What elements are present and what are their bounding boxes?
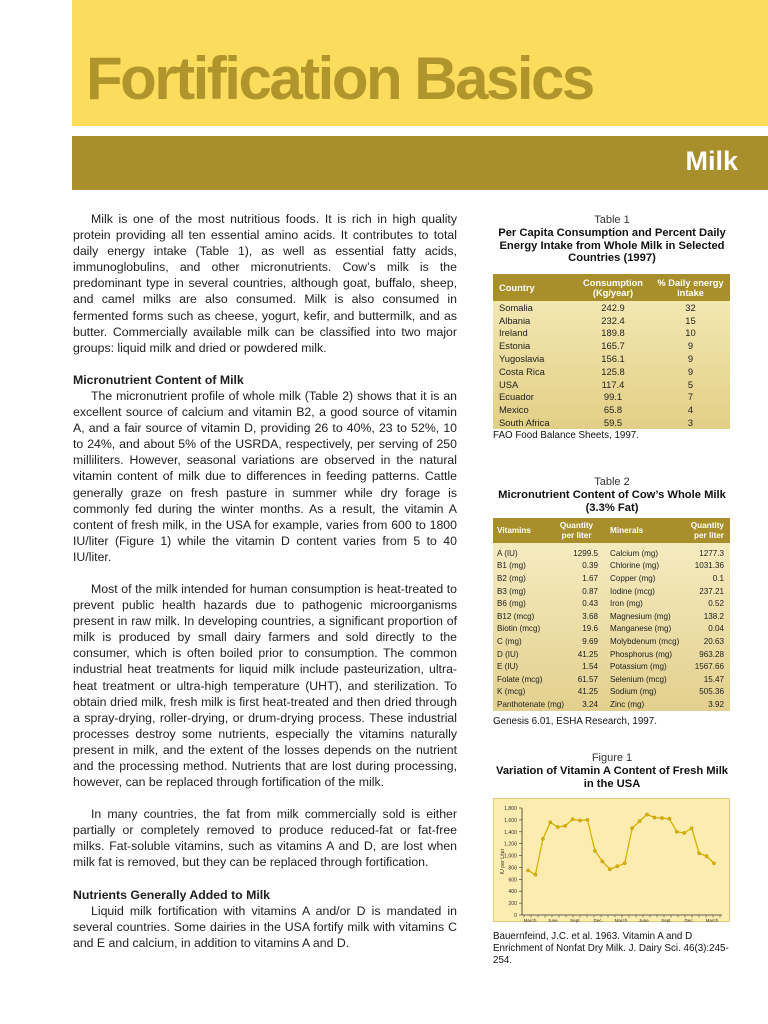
- table2-cell-vitamin-qty: 41.25: [577, 687, 598, 697]
- table2-cell-mineral: Chlorine (mg): [610, 561, 660, 571]
- table2-row: [493, 660, 730, 673]
- table2-caption-block: [493, 476, 731, 514]
- table1-header-country: Country: [499, 282, 535, 293]
- table2-cell-vitamin: Folate (mcg): [497, 674, 543, 684]
- data-point: [675, 830, 678, 833]
- figure1-label: Figure 1: [591, 752, 633, 764]
- table2-cell-mineral-qty: 0.1: [712, 573, 724, 583]
- table1-cell-consumption: 65.8: [603, 404, 623, 416]
- data-point: [534, 873, 537, 876]
- paragraph-heat-treatment: Most of the milk intended for human consumption is heat-treated to prevent public health hazards due to pathogenic microorganisms present in raw milk. In developing countries, a significant proportion of milk is produced by small dairy farmers and sold directly to the consumer, which is often boiled prior to consumption. The common industrial heat treatments for liquid milk include pasteurization, ultra-heat treatment or ultra-high temperature (UHT), and sterilization. To obtain dried milk, fresh milk is first heat-treated and then dried through a spray-drying, roller-drying, or drum-drying process. These industrial processes destroy some nutrients, especially the vitamins naturally present in milk, and the extent of the losses depends on the nutrient and the processing method. Nutrients that are lost during processing, however, can be replaced through fortification of the milk.: [73, 581, 457, 790]
- table2-cell-mineral: Zinc (mg): [610, 699, 645, 709]
- table2-row: [493, 698, 730, 711]
- data-point: [623, 862, 626, 865]
- table1-cell-energy: 10: [685, 327, 696, 339]
- table2-cell-vitamin-qty: 3.68: [582, 611, 598, 621]
- table2-header-vitamins: Vitamins: [497, 525, 531, 535]
- table2-row: [493, 560, 730, 573]
- table2-cell-vitamin: B2 (mg): [497, 573, 526, 583]
- data-point: [690, 827, 693, 830]
- table1-cell-energy: 9: [687, 340, 694, 352]
- heading-micronutrient-content: Micronutrient Content of Milk: [73, 372, 244, 387]
- table2-cell-vitamin-qty: 19.6: [582, 624, 598, 634]
- data-point: [556, 825, 559, 828]
- table2-cell-vitamin: C (mg): [497, 636, 522, 646]
- table2-cell-mineral-qty: 1277.3: [699, 548, 724, 558]
- table1-cell-consumption: 165.7: [601, 340, 625, 352]
- table1-cell-energy: 7: [687, 391, 694, 403]
- table1-cell-energy: 9: [687, 353, 694, 365]
- figure1-caption-block: [493, 752, 731, 790]
- series-line: [528, 815, 714, 875]
- table1-row: [493, 314, 730, 327]
- table2-row: [493, 610, 730, 623]
- table1-source: FAO Food Balance Sheets, 1997.: [493, 429, 639, 441]
- table1-cell-consumption: 242.9: [601, 301, 625, 313]
- table1: [493, 274, 730, 442]
- table2-cell-mineral: Molybdenum (mcg): [610, 636, 680, 646]
- x-tick-label: Sept.: [661, 918, 672, 923]
- table2-row: [493, 635, 730, 648]
- table1-row: [493, 352, 730, 365]
- table2-cell-mineral: Iron (mg): [610, 599, 643, 609]
- table2-row: [493, 686, 730, 699]
- table1-header-consumption: Consumption (Kg/year): [583, 277, 643, 298]
- figure1-source: Bauernfeind, J.C. et al. 1963. Vitamin A and D Enrichment of Nonfat Dry Milk. J. Dairy Sci. 46(3):245-254.: [493, 931, 729, 966]
- data-point: [601, 860, 604, 863]
- table2-cell-vitamin: B1 (mg): [497, 561, 526, 571]
- table2-cell-mineral-qty: 20.63: [703, 636, 724, 646]
- y-tick-label: 1,000: [504, 853, 517, 860]
- table1-row: [493, 416, 730, 429]
- table2-label: Table 2: [594, 476, 630, 488]
- data-point: [645, 813, 648, 816]
- table2-cell-mineral-qty: 1567.66: [694, 662, 724, 672]
- y-tick-label: 0: [514, 913, 517, 919]
- data-point: [705, 854, 708, 857]
- table2-cell-mineral: Potassium (mg): [610, 662, 667, 672]
- x-tick-label: Dec.: [593, 918, 603, 923]
- data-point: [712, 862, 715, 865]
- subtitle-band: [72, 136, 768, 190]
- data-point: [608, 868, 611, 871]
- table2-cell-vitamin: B12 (mcg): [497, 611, 535, 621]
- table2-cell-mineral-qty: 138.2: [703, 611, 724, 621]
- chart-svg: [494, 799, 731, 923]
- table2-row: [493, 623, 730, 636]
- data-point: [586, 818, 589, 821]
- data-point: [541, 837, 544, 840]
- data-point: [630, 827, 633, 830]
- table2-cell-mineral: Iodine (mcg): [610, 586, 655, 596]
- table1-row: [493, 365, 730, 378]
- table2-cell-vitamin-qty: 41.25: [577, 649, 598, 659]
- table1-cell-consumption: 125.8: [601, 365, 625, 377]
- table1-cell-country: Yugoslavia: [499, 353, 545, 365]
- heading-nutrients-added: Nutrients Generally Added to Milk: [73, 887, 271, 902]
- table2-row: [493, 547, 730, 560]
- x-tick-label: March: [614, 918, 628, 923]
- table1-cell-energy: 15: [685, 314, 696, 326]
- table1-caption: Per Capita Consumption and Percent Daily Energy Intake from Whole Milk in Selected Countries (1997): [498, 227, 726, 265]
- table2-cell-vitamin: B3 (mg): [497, 586, 526, 596]
- y-tick-label: 400: [508, 889, 517, 896]
- table2-cell-mineral-qty: 237.21: [699, 586, 724, 596]
- table2-cell-vitamin: B6 (mg): [497, 599, 526, 609]
- table1-header-energy: % Daily energy intake: [657, 277, 724, 298]
- data-point: [526, 869, 529, 872]
- table1-cell-country: Somalia: [499, 301, 533, 313]
- table2-cell-mineral: Copper (mg): [610, 573, 656, 583]
- y-axis-title: IU per Liter: [500, 848, 506, 875]
- table2-cell-mineral: Calcium (mg): [610, 548, 659, 558]
- table2-cell-vitamin-qty: 3.24: [582, 699, 598, 709]
- paragraph-intro: Milk is one of the most nutritious foods. It is rich in high quality protein providing all ten essential amino acids. It contributes to total daily energy intake (Table 1), as well as essential fatty acids, immunoglobulins, and other micronutrients. Cow’s milk is the predominant type in several countries, although goat, buffalo, sheep, and camel milks are also consumed. Milk is also consumed in fermented forms such as cheese, yogurt, kefir, and buttermilk, and as butter. Commercially available milk can be classified into two major groups: liquid milk and dried or powdered milk.: [73, 212, 457, 355]
- data-point: [578, 819, 581, 822]
- table2-cell-vitamin: A (IU): [497, 548, 518, 558]
- table2-cell-mineral-qty: 963.28: [699, 649, 724, 659]
- x-tick-label: June: [638, 918, 649, 923]
- y-tick-label: 1,200: [504, 841, 517, 848]
- table2-cell-vitamin: E (IU): [497, 662, 519, 672]
- figure1-caption: Variation of Vitamin A Content of Fresh Milk in the USA: [495, 765, 729, 790]
- data-point: [683, 831, 686, 834]
- figure1-chart: [493, 798, 730, 922]
- table2-header-min-qty: Quantity per liter: [690, 520, 724, 540]
- table1-cell-consumption: 117.4: [601, 378, 625, 390]
- y-tick-label: 600: [508, 877, 517, 884]
- data-point: [697, 851, 700, 854]
- y-tick-label: 1,800: [504, 806, 517, 812]
- table2-cell-mineral: Manganese (mg): [610, 624, 672, 634]
- table2-cell-vitamin-qty: 61.57: [577, 674, 598, 684]
- table2-row: [493, 597, 730, 610]
- table1-row: [493, 339, 730, 352]
- table2-body: [493, 543, 730, 711]
- table2-cell-mineral-qty: 0.04: [708, 624, 724, 634]
- table2-cell-mineral: Sodium (mg): [610, 687, 657, 697]
- paragraph-micronutrient: The micronutrient profile of whole milk (Table 2) shows that it is an excellent source of calcium and vitamin B2, a good source of vitamin A, and a fair source of vitamin D, providing 26 to 40%, 23 to 52%, 10 to 24%, and about 5% of the USRDA, respectively, per serving of 250 milliliters. However, seasonal variations are observed in the natural vitamin content of milk due to differences in feeding patterns. Cattle generally graze on fresh pasture in summer while dry forage is commonly fed during the winter months. As a result, the vitamin A content of fresh milk, in the USA for example, varies from 600 to 1800 IU/liter (Figure 1) while the vitamin D content varies from 5 to 40 IU/liter.: [73, 388, 457, 564]
- table2-cell-vitamin-qty: 0.43: [582, 599, 598, 609]
- table1-cell-country: Mexico: [499, 404, 529, 416]
- table2-cell-vitamin-qty: 1.54: [582, 662, 598, 672]
- x-tick-label: March: [705, 918, 719, 923]
- data-point: [564, 824, 567, 827]
- table2-source: Genesis 6.01, ESHA Research, 1997.: [493, 715, 657, 727]
- table2-cell-mineral: Magnesium (mg): [610, 611, 671, 621]
- table1-cell-consumption: 99.1: [603, 391, 623, 403]
- data-point: [668, 817, 671, 820]
- table2-caption: Micronutrient Content of Cow’s Whole Milk (3.3% Fat): [498, 489, 726, 514]
- y-tick-label: 1,400: [504, 829, 517, 836]
- table1-cell-consumption: 189.8: [601, 327, 625, 339]
- paragraph-fat-removal: In many countries, the fat from milk commercially sold is either partially or completely removed to produce reduced-fat or fat-free milks. Fat-soluble vitamins, such as vitamins A and D, are lost when milk fat is removed, but they can be replaced through fortification.: [73, 807, 457, 870]
- x-tick-label: Sept.: [570, 918, 581, 923]
- table2-cell-vitamin: Panthotenate (mg): [497, 699, 565, 709]
- table2-row: [493, 572, 730, 585]
- table2-cell-mineral-qty: 3.92: [708, 699, 724, 709]
- table2-row: [493, 585, 730, 598]
- table1-cell-country: South Africa: [499, 417, 550, 429]
- data-point: [653, 816, 656, 819]
- table1-body: [493, 301, 730, 429]
- title-band: [72, 0, 768, 126]
- y-tick-label: 1,600: [504, 817, 517, 824]
- paragraph-nutrients-added: Liquid milk fortification with vitamins A and/or D is mandated in several countries. Some dairies in the USA fortify milk with vitamins C and E and calcium, in addition to vitamins A and D.: [73, 903, 457, 950]
- data-point: [571, 818, 574, 821]
- data-point: [593, 849, 596, 852]
- table2-cell-vitamin: Biotin (mcg): [497, 624, 541, 634]
- body-column: [73, 211, 457, 951]
- table2-row: [493, 673, 730, 686]
- table2-cell-mineral: Phosphorus (mg): [610, 649, 673, 659]
- data-point: [549, 821, 552, 824]
- table1-header: [493, 274, 730, 301]
- table1-cell-consumption: 156.1: [601, 353, 625, 365]
- table2-row: [493, 648, 730, 661]
- y-tick-label: 800: [508, 865, 517, 872]
- table1-cell-country: USA: [499, 378, 519, 390]
- table1-cell-country: Costa Rica: [499, 365, 545, 377]
- table1-cell-energy: 32: [685, 301, 696, 313]
- table2-cell-vitamin-qty: 1299.5: [573, 548, 598, 558]
- table1-cell-country: Estonia: [499, 340, 531, 352]
- x-tick-label: March: [523, 918, 537, 923]
- data-point: [616, 865, 619, 868]
- x-tick-label: Dec.: [684, 918, 694, 923]
- data-point: [660, 816, 663, 819]
- table1-cell-energy: 3: [687, 417, 694, 429]
- table2-cell-vitamin: K (mcg): [497, 687, 526, 697]
- y-tick-label: 200: [508, 901, 517, 908]
- table1-cell-country: Ecuador: [499, 391, 534, 403]
- table1-cell-country: Ireland: [499, 327, 528, 339]
- table2-cell-vitamin-qty: 0.87: [582, 586, 598, 596]
- x-tick-label: June: [547, 918, 558, 923]
- table2-cell-mineral-qty: 15.47: [703, 674, 724, 684]
- table2-cell-mineral: Selenium (mcg): [610, 674, 667, 684]
- table2-cell-vitamin-qty: 9.69: [582, 636, 598, 646]
- page-title: Fortification Basics: [86, 45, 593, 112]
- table1-row: [493, 378, 730, 391]
- table1-row: [493, 391, 730, 404]
- table2-header-vit-qty: Quantity per liter: [559, 520, 594, 540]
- table1-cell-energy: 9: [687, 365, 694, 377]
- table2-cell-vitamin-qty: 1.67: [582, 573, 598, 583]
- table1-cell-consumption: 59.5: [603, 417, 623, 429]
- table1-label: Table 1: [594, 214, 630, 226]
- table2-header-minerals: Minerals: [610, 525, 644, 535]
- table2-cell-vitamin-qty: 0.39: [582, 561, 598, 571]
- table2-cell-mineral-qty: 0.52: [708, 599, 724, 609]
- table2-cell-mineral-qty: 505.36: [699, 687, 724, 697]
- table1-row: [493, 327, 730, 340]
- table2: [493, 518, 730, 728]
- table1-caption-block: [493, 214, 731, 265]
- table2-header: [493, 518, 730, 543]
- table2-cell-vitamin: D (IU): [497, 649, 519, 659]
- table1-row: [493, 301, 730, 314]
- table1-cell-energy: 5: [687, 378, 694, 390]
- table1-cell-energy: 4: [687, 404, 694, 416]
- table2-cell-mineral-qty: 1031.36: [694, 561, 724, 571]
- data-point: [638, 819, 641, 822]
- table1-cell-consumption: 232.4: [601, 314, 625, 326]
- table1-cell-country: Albania: [499, 314, 531, 326]
- page-subtitle: Milk: [685, 146, 738, 176]
- table1-row: [493, 403, 730, 416]
